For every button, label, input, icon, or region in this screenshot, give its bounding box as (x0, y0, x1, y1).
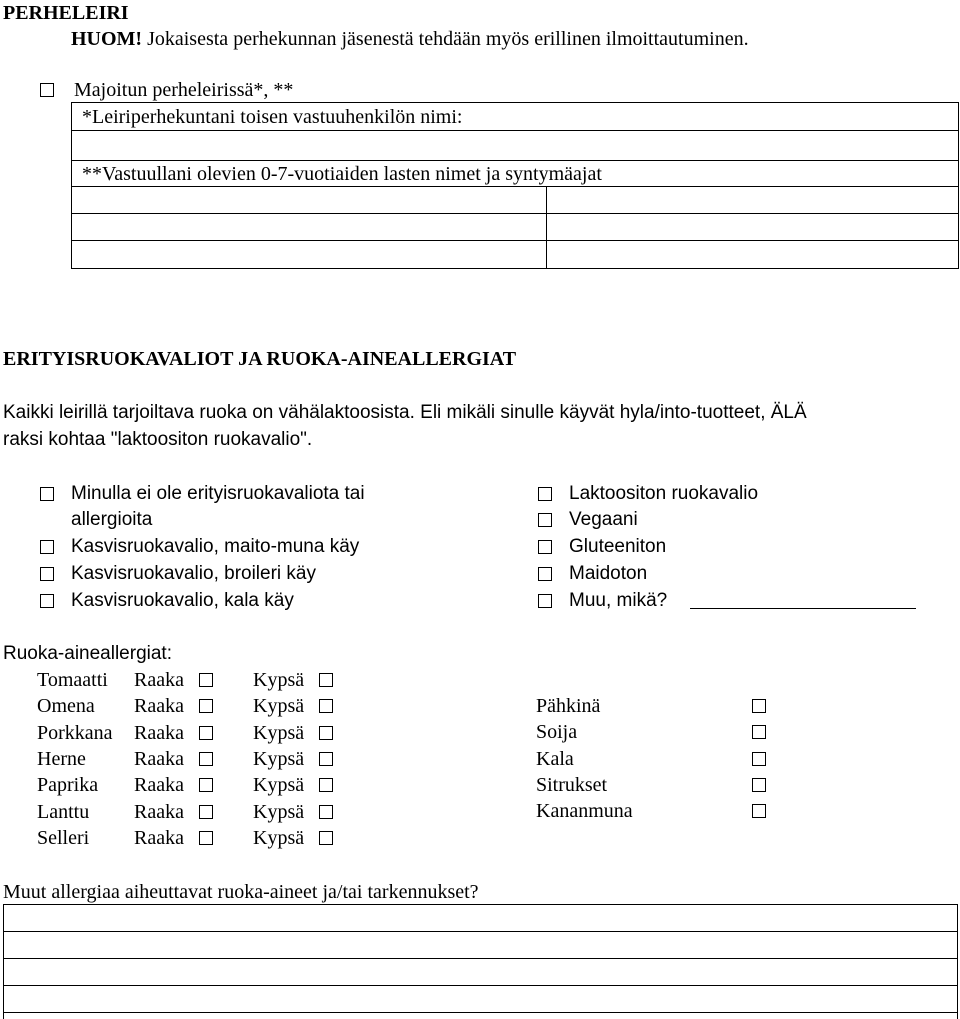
cooked-label: Kypsä (253, 722, 305, 744)
more-allergies-field[interactable] (7, 907, 953, 929)
food-name: Pähkinä (536, 695, 601, 717)
raw-checkbox[interactable] (199, 673, 213, 687)
cooked-label: Kypsä (253, 669, 305, 691)
food-name: Herne (37, 748, 86, 770)
raw-label: Raaka (134, 669, 184, 691)
vegetarian-chicken-checkbox[interactable] (40, 567, 54, 581)
cooked-checkbox[interactable] (319, 752, 333, 766)
divider (3, 958, 958, 959)
diets-intro-line1: Kaikki leirillä tarjoiltava ruoka on vähälaktoosista. Eli mikäli sinulle käyvät hyla/into-tuotteet, ÄLÄ (3, 402, 807, 423)
diets-heading: ERITYISRUOKAVALIOT JA RUOKA-AINEALLERGIAT (3, 348, 517, 370)
more-allergies-label: Muut allergiaa aiheuttavat ruoka-aineet ja/tai tarkennukset? (3, 881, 479, 903)
page-title: PERHELEIRI (3, 2, 129, 24)
cooked-label: Kypsä (253, 748, 305, 770)
no-special-diet-checkbox[interactable] (40, 487, 54, 501)
divider (71, 186, 959, 187)
vegan-checkbox[interactable] (538, 513, 552, 527)
note-text: Jokaisesta perhekunnan jäsenestä tehdään myös erillinen ilmoittautuminen. (142, 28, 749, 50)
no-special-diet-label-cont: allergioita (71, 509, 153, 530)
allergy-checkbox[interactable] (752, 778, 766, 792)
food-name: Omena (37, 695, 95, 717)
vegetarian-fish-label: Kasvisruokavalio, kala käy (71, 590, 294, 611)
food-name: Soija (536, 721, 578, 743)
child-name-field[interactable] (75, 243, 543, 265)
cooked-label: Kypsä (253, 774, 305, 796)
cooked-checkbox[interactable] (319, 673, 333, 687)
food-name: Selleri (37, 827, 90, 849)
divider (71, 240, 959, 241)
raw-checkbox[interactable] (199, 805, 213, 819)
raw-checkbox[interactable] (199, 699, 213, 713)
note-emphasis: HUOM! (71, 28, 143, 50)
second-guardian-field[interactable] (75, 134, 955, 158)
raw-label: Raaka (134, 722, 184, 744)
cooked-label: Kypsä (253, 695, 305, 717)
cooked-checkbox[interactable] (319, 778, 333, 792)
other-diet-input[interactable] (690, 608, 916, 609)
more-allergies-field[interactable] (7, 988, 953, 1010)
raw-checkbox[interactable] (199, 752, 213, 766)
cooked-checkbox[interactable] (319, 805, 333, 819)
allergy-checkbox[interactable] (752, 725, 766, 739)
frame-right (957, 904, 958, 1019)
raw-checkbox[interactable] (199, 726, 213, 740)
food-name: Kala (536, 748, 574, 770)
raw-label: Raaka (134, 695, 184, 717)
other-diet-checkbox[interactable] (538, 594, 552, 608)
raw-label: Raaka (134, 748, 184, 770)
food-name: Kananmuna (536, 800, 633, 822)
divider (71, 213, 959, 214)
no-special-diet-label: Minulla ei ole erityisruokavaliota tai (71, 483, 365, 504)
more-allergies-field[interactable] (7, 961, 953, 983)
food-name: Lanttu (37, 801, 90, 823)
raw-checkbox[interactable] (199, 831, 213, 845)
lactose-free-checkbox[interactable] (538, 487, 552, 501)
allergy-checkbox[interactable] (752, 699, 766, 713)
other-diet-label: Muu, mikä? (569, 590, 668, 611)
diets-intro-line2: raksi kohtaa "laktoositon ruokavalio". (3, 429, 313, 450)
cooked-checkbox[interactable] (319, 726, 333, 740)
cooked-checkbox[interactable] (319, 699, 333, 713)
grid-divider (546, 186, 547, 269)
food-name: Tomaatti (37, 669, 108, 691)
vegetarian-chicken-label: Kasvisruokavalio, broileri käy (71, 563, 316, 584)
frame-top (3, 904, 958, 905)
food-name: Porkkana (37, 722, 113, 744)
allergy-checkbox[interactable] (752, 804, 766, 818)
divider (3, 985, 958, 986)
child-name-field[interactable] (75, 189, 543, 211)
child-name-field[interactable] (75, 216, 543, 238)
vegetarian-milk-egg-checkbox[interactable] (40, 540, 54, 554)
frame-bottom (71, 268, 959, 269)
dairy-free-label: Maidoton (569, 563, 648, 584)
gluten-free-label: Gluteeniton (569, 536, 667, 557)
divider (3, 1012, 958, 1013)
cooked-label: Kypsä (253, 801, 305, 823)
allergy-checkbox[interactable] (752, 752, 766, 766)
allergies-heading: Ruoka-aineallergiat: (3, 643, 172, 664)
food-name: Paprika (37, 774, 99, 796)
frame-top (71, 102, 959, 103)
header-note (71, 27, 749, 51)
food-name: Sitrukset (536, 774, 608, 796)
child-birthdate-field[interactable] (550, 216, 955, 238)
child-birthdate-field[interactable] (550, 189, 955, 211)
raw-checkbox[interactable] (199, 778, 213, 792)
cooked-label: Kypsä (253, 827, 305, 849)
frame-left (3, 904, 4, 1019)
second-guardian-label: *Leiriperhekuntani toisen vastuuhenkilön nimi: (82, 106, 463, 128)
vegetarian-fish-checkbox[interactable] (40, 594, 54, 608)
stay-label: Majoitun perheleirissä*, ** (74, 79, 294, 101)
lactose-free-label: Laktoositon ruokavalio (569, 483, 759, 504)
child-birthdate-field[interactable] (550, 243, 955, 265)
stay-checkbox[interactable] (40, 83, 54, 97)
raw-label: Raaka (134, 774, 184, 796)
cooked-checkbox[interactable] (319, 831, 333, 845)
divider (3, 931, 958, 932)
raw-label: Raaka (134, 801, 184, 823)
more-allergies-field[interactable] (7, 934, 953, 956)
vegetarian-milk-egg-label: Kasvisruokavalio, maito-muna käy (71, 536, 360, 557)
dairy-free-checkbox[interactable] (538, 567, 552, 581)
divider (71, 160, 959, 161)
gluten-free-checkbox[interactable] (538, 540, 552, 554)
children-label: **Vastuullani olevien 0-7-vuotiaiden lasten nimet ja syntymäajat (82, 163, 602, 185)
divider (71, 130, 959, 131)
vegan-label: Vegaani (569, 509, 638, 530)
raw-label: Raaka (134, 827, 184, 849)
